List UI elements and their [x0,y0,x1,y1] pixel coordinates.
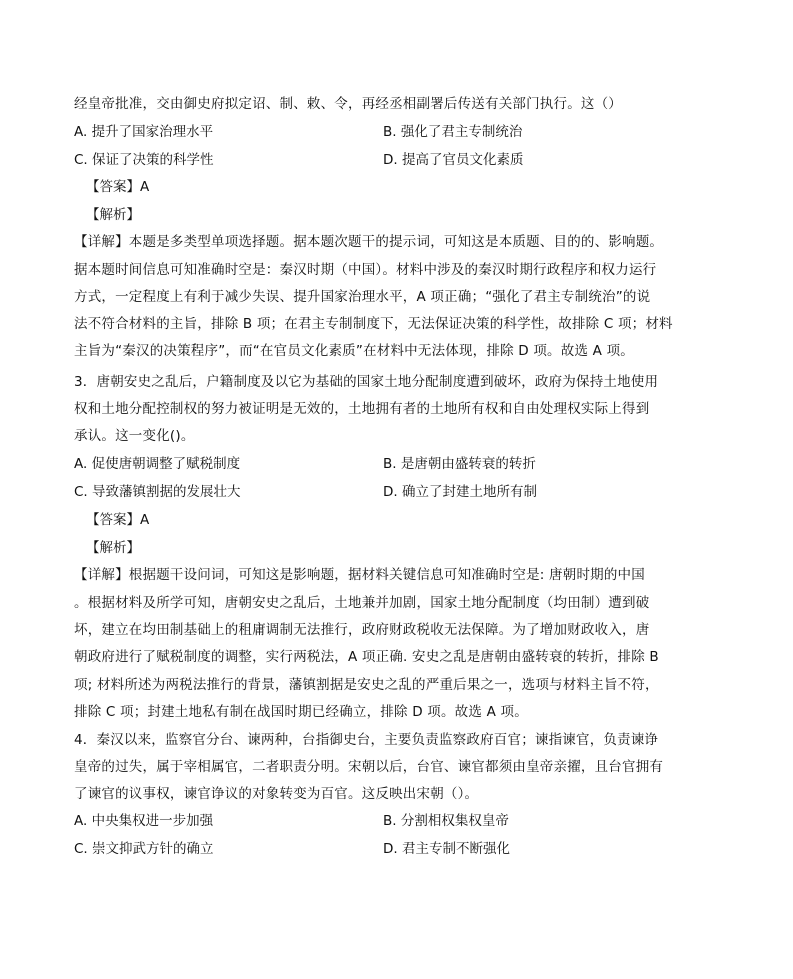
q2-option-b: B. 强化了君主专制统治 [383,124,523,140]
q3-answer: 【答案】A [86,512,150,528]
q3-stem-line-2: 权和土地分配控制权的努力被证明是无效的，土地拥有者的土地所有权和自由处理权实际上得到 [74,401,650,417]
q3-option-a: A. 促使唐朝调整了赋税制度 [74,456,241,472]
q2-detail-line-5: 主旨为“秦汉的决策程序”，而“在官员文化素质”在材料中无法体现，排除 D 项。故选 A 项。 [74,343,634,359]
q3-option-b: B. 是唐朝由盛转衰的转折 [383,456,536,472]
q2-detail-line-4: 法不符合材料的主旨，排除 B 项；在君主专制制度下，无法保证决策的科学性，故排除 C 项；材料 [74,316,673,332]
q3-stem-line-1: 3．唐朝安史之乱后，户籍制度及以它为基础的国家土地分配制度遭到破坏，政府为保持土地使用 [74,374,659,390]
q3-option-c: C. 导致藩镇割据的发展壮大 [74,484,241,500]
q3-option-d: D. 确立了封建土地所有制 [383,484,537,500]
q4-option-c: C. 崇文抑武方针的确立 [74,841,214,857]
q2-detail-line-1: 【详解】本题是多类型单项选择题。据本题次题干的提示词，可知这是本质题、目的的、影响题。 [74,234,664,250]
q3-stem-line-3: 承认。这一变化()。 [74,428,195,444]
q3-detail-line-4: 朝政府进行了赋税制度的调整，实行两税法，A 项正确. 安史之乱是唐朝由盛转衰的转折，排除 B [74,649,659,665]
q4-option-a: A. 中央集权进一步加强 [74,813,214,829]
q4-stem-line-2: 皇帝的过失，属于宰相属官，二者职责分明。宋朝以后，台官、谏官都须由皇帝亲擢，且台官拥有 [74,759,664,775]
q2-analysis-heading: 【解析】 [86,207,140,223]
q3-detail-line-6: 排除 C 项；封建土地私有制在战国时期已经确立，排除 D 项。故选 A 项。 [74,704,528,720]
q3-analysis-heading: 【解析】 [86,540,140,556]
q2-detail-line-3: 方式，一定程度上有利于减少失误、提升国家治理水平，A 项正确；“强化了君主专制统治”的说 [74,289,651,305]
q4-option-d: D. 君主专制不断强化 [383,841,510,857]
q4-stem-line-3: 了谏官的议事权，谏官诤议的对象转变为百官。这反映出宋朝（）。 [74,786,479,802]
q2-option-d: D. 提高了官员文化素质 [383,152,524,168]
q2-option-a: A. 提升了国家治理水平 [74,124,214,140]
q2-option-c: C. 保证了决策的科学性 [74,152,214,168]
q2-answer: 【答案】A [86,179,150,195]
q4-option-b: B. 分割相权集权皇帝 [383,813,509,829]
q3-detail-line-2: 。根据材料及所学可知，唐朝安史之乱后，土地兼并加剧，国家土地分配制度（均田制）遭到破 [74,595,650,611]
q4-stem-line-1: 4．秦汉以来，监察官分台、谏两种，台指御史台，主要负责监察政府百官；谏指谏官，负责谏诤 [74,732,659,748]
q3-detail-line-3: 坏，建立在均田制基础上的租庸调制无法推行，政府财政税收无法保障。为了增加财政收入，唐 [74,622,650,638]
q2-stem-tail: 经皇帝批准，交由御史府拟定诏、制、敕、令，再经丞相副署后传送有关部门执行。这（） [74,96,622,112]
q2-detail-line-2: 据本题时间信息可知准确时空是：秦汉时期（中国）。材料中涉及的秦汉时期行政程序和权力运行 [74,262,657,278]
q3-detail-line-5: 项; 材料所述为两税法推行的背景，藩镇割据是安史之乱的严重后果之一，选项与材料主旨不符， [74,677,659,693]
q3-detail-line-1: 【详解】根据题干设问词，可知这是影响题，据材料关键信息可知准确时空是: 唐朝时期的中国 [74,567,645,583]
